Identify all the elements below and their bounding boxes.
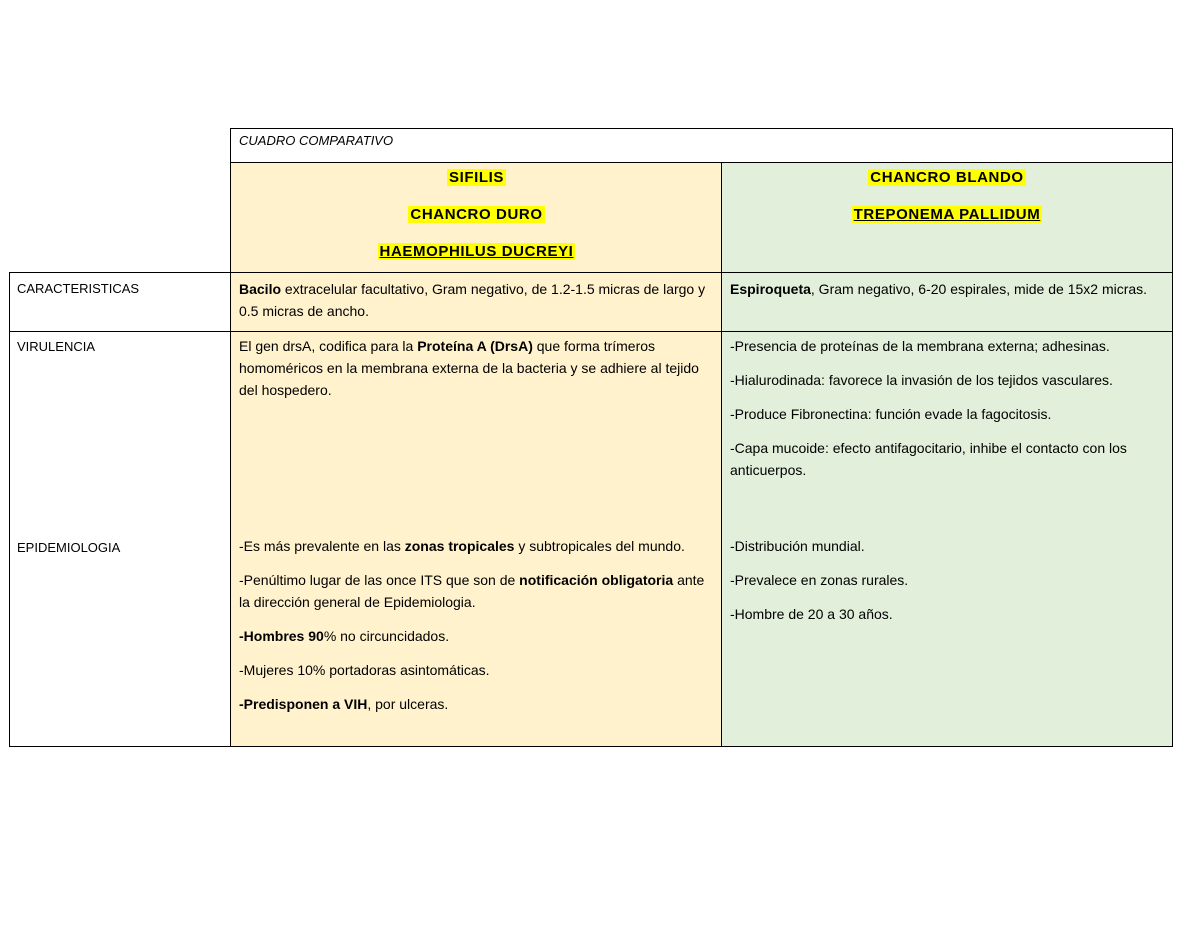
header-haemophilus: HAEMOPHILUS DUCREYI	[379, 243, 574, 260]
header-chancro-blando: CHANCRO BLANDO	[870, 169, 1024, 186]
border-col2-left	[721, 162, 722, 747]
caracteristicas-sifilis: Bacilo extracelular facultativo, Gram negativo, de 1.2-1.5 micras de largo y 0.5 micras de ancho.	[239, 281, 706, 319]
list-item: -Predisponen a VIH, por ulceras.	[239, 696, 449, 712]
epidemiologia-sifilis	[239, 535, 717, 727]
virulencia-sifilis: El gen drsA, codifica para la Proteína A (DrsA) que forma trímeros homoméricos en la membrana externa de la bacteria y se adhiere al tejido del hospedero.	[239, 338, 699, 398]
border-table-bottom	[9, 746, 1173, 747]
list-item: -Presencia de proteínas de la membrana externa; adhesinas.	[730, 338, 1110, 354]
row-label-caracteristicas: CARACTERISTICAS	[17, 281, 140, 296]
list-item: -Hialurodinada: favorece la invasión de los tejidos vasculares.	[730, 372, 1113, 388]
epidemiologia-chancro-blando	[730, 535, 1164, 637]
list-item: -Distribución mundial.	[730, 538, 865, 554]
caracteristicas-chancro-blando: Espiroqueta, Gram negativo, 6-20 espirales, mide de 15x2 micras.	[730, 281, 1148, 297]
chancro-blando-header	[722, 168, 1172, 242]
sifilis-header	[231, 168, 722, 279]
list-item: -Penúltimo lugar de las once ITS que son de notificación obligatoria ante la dirección general de Epidemiologia.	[239, 572, 705, 610]
border-top	[230, 128, 1173, 129]
virulencia-chancro-blando	[730, 335, 1164, 493]
border-header-bottom	[9, 272, 1173, 273]
border-right	[1172, 128, 1173, 747]
list-item: -Capa mucoide: efecto antifagocitario, inhibe el contacto con los anticuerpos.	[730, 440, 1127, 478]
list-item: -Produce Fibronectina: función evade la fagocitosis.	[730, 406, 1052, 422]
border-left	[9, 272, 10, 747]
row-label-epidemiologia: EPIDEMIOLOGIA	[17, 540, 121, 555]
header-sifilis: SIFILIS	[448, 169, 505, 186]
list-item: -Mujeres 10% portadoras asintomáticas.	[239, 662, 490, 678]
header-chancro-duro: CHANCRO DURO	[410, 206, 543, 223]
border-col1-left	[230, 128, 231, 747]
list-item: -Es más prevalente en las zonas tropicales y subtropicales del mundo.	[239, 538, 685, 554]
border-caracteristicas-bottom	[9, 331, 1173, 332]
header-treponema: TREPONEMA PALLIDUM	[853, 206, 1041, 223]
table-title: CUADRO COMPARATIVO	[239, 133, 394, 148]
list-item: -Hombres 90% no circuncidados.	[239, 628, 450, 644]
border-title-bottom	[230, 162, 1173, 163]
list-item: -Hombre de 20 a 30 años.	[730, 606, 893, 622]
row-label-virulencia: VIRULENCIA	[17, 339, 96, 354]
list-item: -Prevalece en zonas rurales.	[730, 572, 909, 588]
